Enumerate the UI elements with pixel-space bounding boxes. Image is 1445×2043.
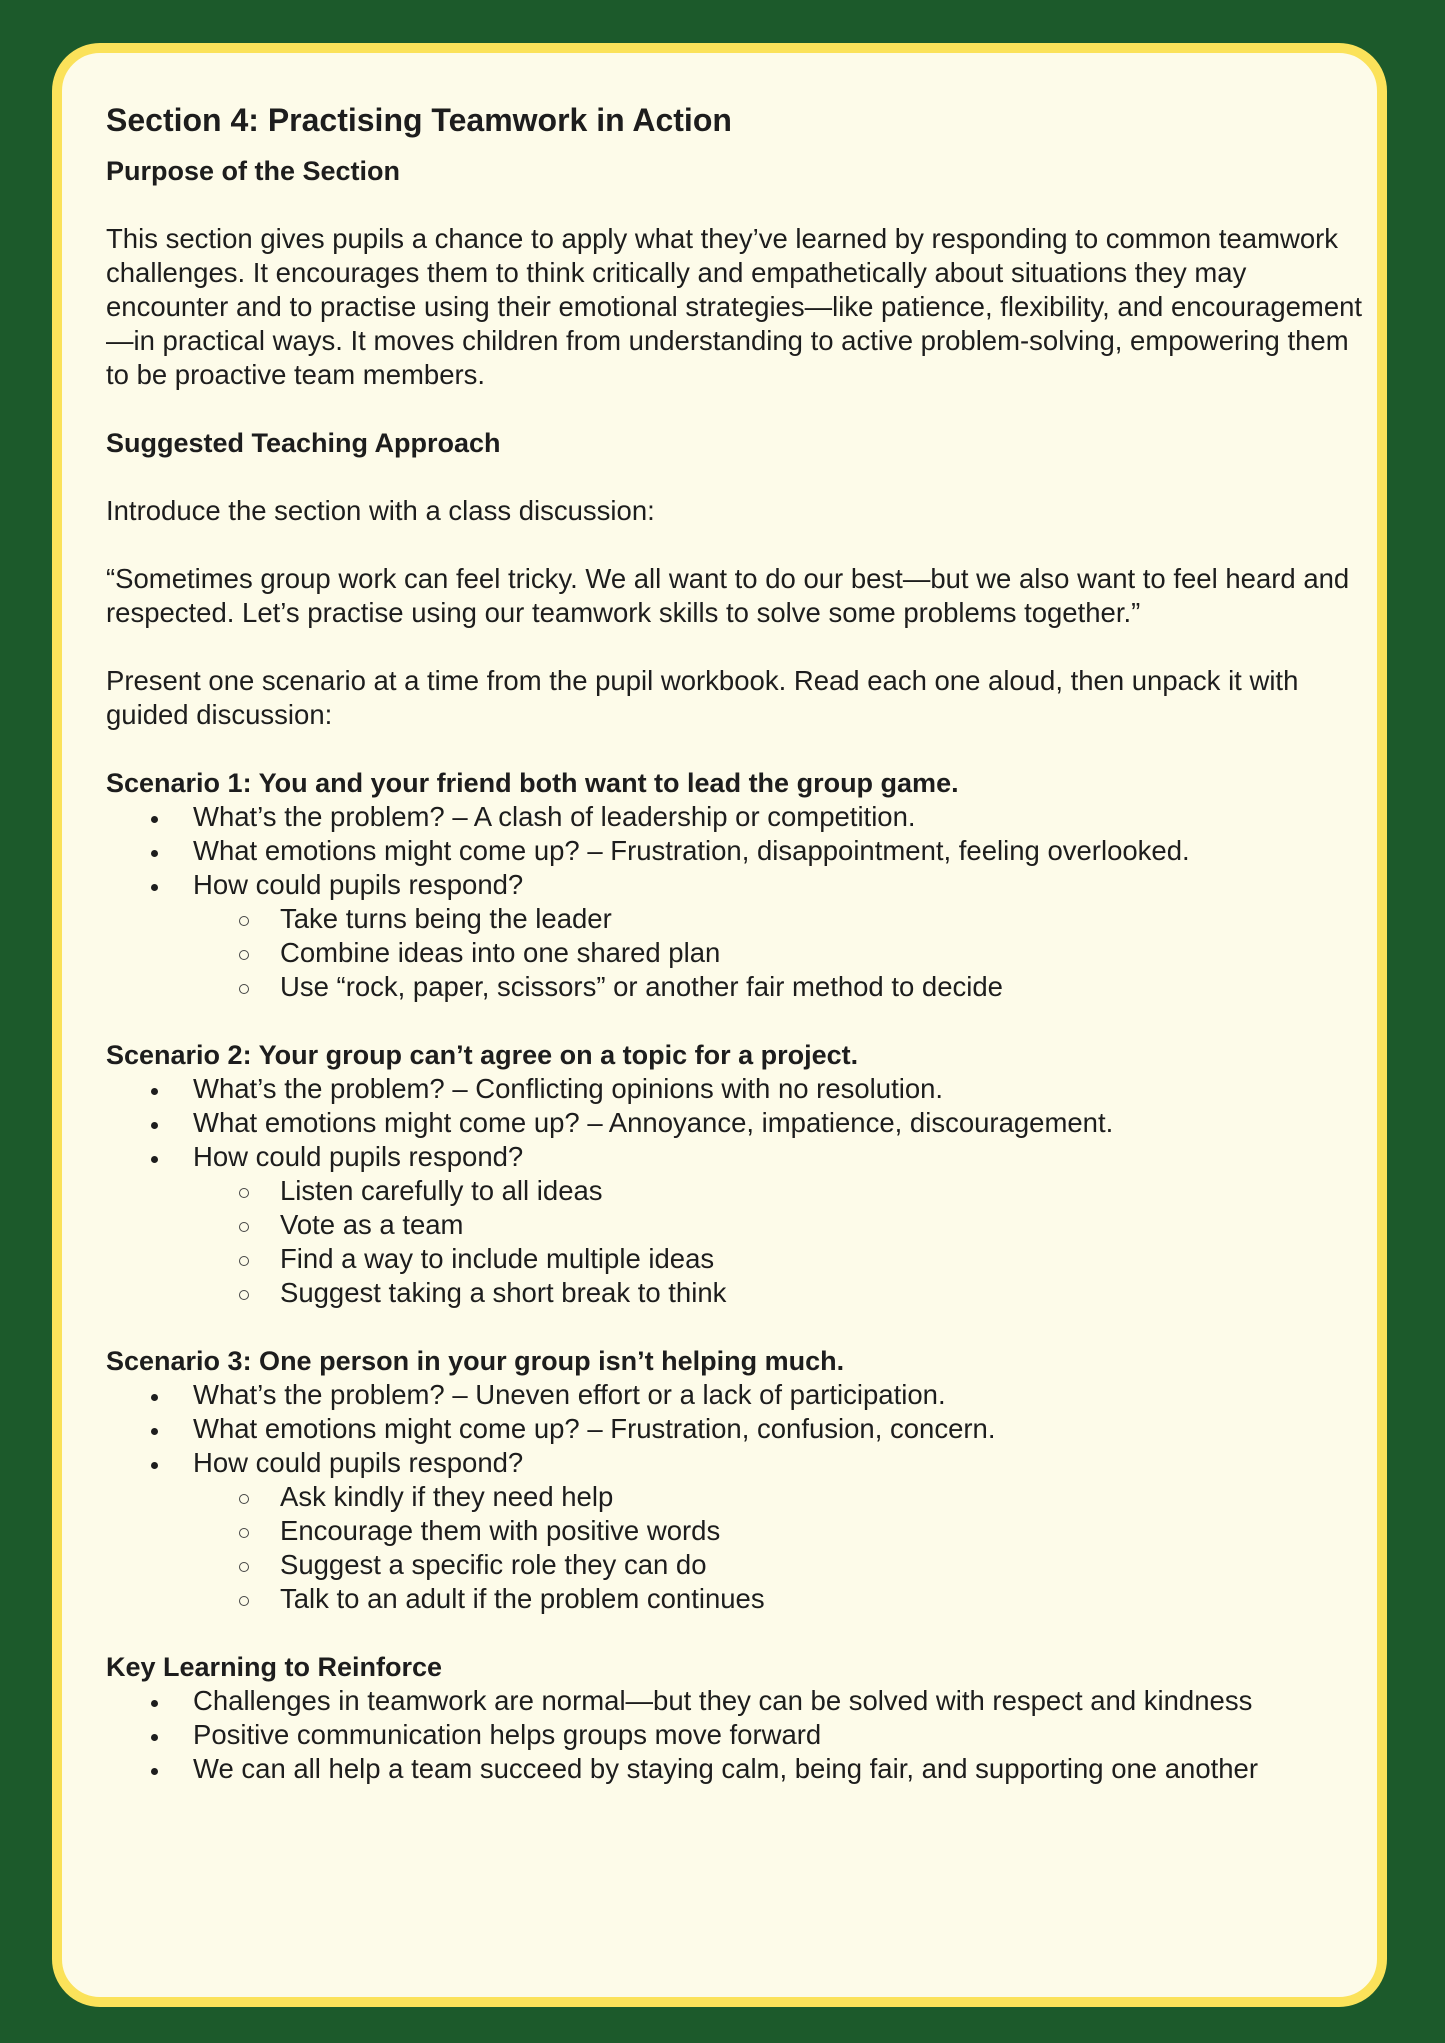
sub-list-item: Listen carefully to all ideas [106,1174,1366,1208]
sub-list-item: Talk to an adult if the problem continues [106,1582,1366,1616]
circle-bullet-icon [239,1528,249,1538]
scenario-3-list [106,1378,1366,1480]
scenario-2-options [106,1174,1366,1310]
approach-quote: “Sometimes group work can feel tricky. We all want to do our best—but we also want to feel heard and respected. Let’s practise using our teamwork skills to solve some problems together.” [106,563,1350,628]
purpose-heading: Purpose of the Section [106,156,401,186]
scenario-3-heading: Scenario 3: One person in your group isn’t helping much. [106,1346,845,1376]
scenario-3-options [106,1480,1366,1616]
circle-bullet-icon [239,1494,249,1504]
scenario-2-list [106,1072,1366,1174]
scenario-1-list [106,800,1366,902]
sub-list-item: Take turns being the leader [106,902,1366,936]
circle-bullet-icon [239,916,249,926]
list-item: What’s the problem? – Conflicting opinions with no resolution. [106,1072,1366,1106]
circle-bullet-icon [239,1290,249,1300]
list-item: What emotions might come up? – Annoyance, impatience, discouragement. [106,1106,1366,1140]
circle-bullet-icon [239,1596,249,1606]
list-item: How could pupils respond? [106,1140,1366,1174]
list-item: How could pupils respond? [106,1446,1366,1480]
sub-list-item: Encourage them with positive words [106,1514,1366,1548]
bullet-icon [151,1394,158,1401]
circle-bullet-icon [239,1256,249,1266]
list-item: What’s the problem? – Uneven effort or a lack of participation. [106,1378,1366,1412]
circle-bullet-icon [239,950,249,960]
list-item: What’s the problem? – A clash of leadership or competition. [106,800,1366,834]
bullet-icon [151,850,158,857]
bullet-icon [151,1088,158,1095]
key-learning-list [106,1684,1366,1786]
list-item: What emotions might come up? – Frustration, confusion, concern. [106,1412,1366,1446]
bullet-icon [151,1428,158,1435]
bullet-icon [151,1122,158,1129]
circle-bullet-icon [239,984,249,994]
approach-intro: Introduce the section with a class discussion: [106,495,655,526]
scenario-1-heading: Scenario 1: You and your friend both want to lead the group game. [106,768,959,798]
sub-list-item: Suggest a specific role they can do [106,1548,1366,1582]
bullet-icon [151,816,158,823]
sub-list-item: Ask kindly if they need help [106,1480,1366,1514]
circle-bullet-icon [239,1188,249,1198]
key-learning-heading: Key Learning to Reinforce [106,1652,443,1682]
purpose-text: This section gives pupils a chance to apply what they’ve learned by responding to common teamwork challenges. It encourages them to think critically and empathetically about situations they may encounter and to practise using their emotional strategies—like patience, flexibility, and encouragement—in practical ways. It moves children from understanding to active problem-solving, empowering them to be proactive team members. [106,223,1363,390]
bullet-icon [151,1700,158,1707]
sub-list-item: Suggest taking a short break to think [106,1276,1366,1310]
bullet-icon [151,1734,158,1741]
sub-list-item: Use “rock, paper, scissors” or another fair method to decide [106,970,1366,1004]
list-item: What emotions might come up? – Frustration, disappointment, feeling overlooked. [106,834,1366,868]
document-content [106,96,1366,1786]
list-item: Positive communication helps groups move forward [106,1718,1366,1752]
sub-list-item: Vote as a team [106,1208,1366,1242]
circle-bullet-icon [239,1562,249,1572]
list-item: We can all help a team succeed by staying calm, being fair, and supporting one another [106,1752,1366,1786]
scenario-1-options [106,902,1366,1004]
sub-list-item: Find a way to include multiple ideas [106,1242,1366,1276]
approach-heading: Suggested Teaching Approach [106,428,501,458]
page-title: Section 4: Practising Teamwork in Action [106,102,732,138]
bullet-icon [151,1462,158,1469]
bullet-icon [151,1768,158,1775]
list-item: How could pupils respond? [106,868,1366,902]
list-item: Challenges in teamwork are normal—but they can be solved with respect and kindness [106,1684,1366,1718]
bullet-icon [151,884,158,891]
bullet-icon [151,1156,158,1163]
sub-list-item: Combine ideas into one shared plan [106,936,1366,970]
circle-bullet-icon [239,1222,249,1232]
approach-present: Present one scenario at a time from the pupil workbook. Read each one aloud, then unpack it with guided discussion: [106,665,1299,730]
scenario-2-heading: Scenario 2: Your group can’t agree on a topic for a project. [106,1040,859,1070]
